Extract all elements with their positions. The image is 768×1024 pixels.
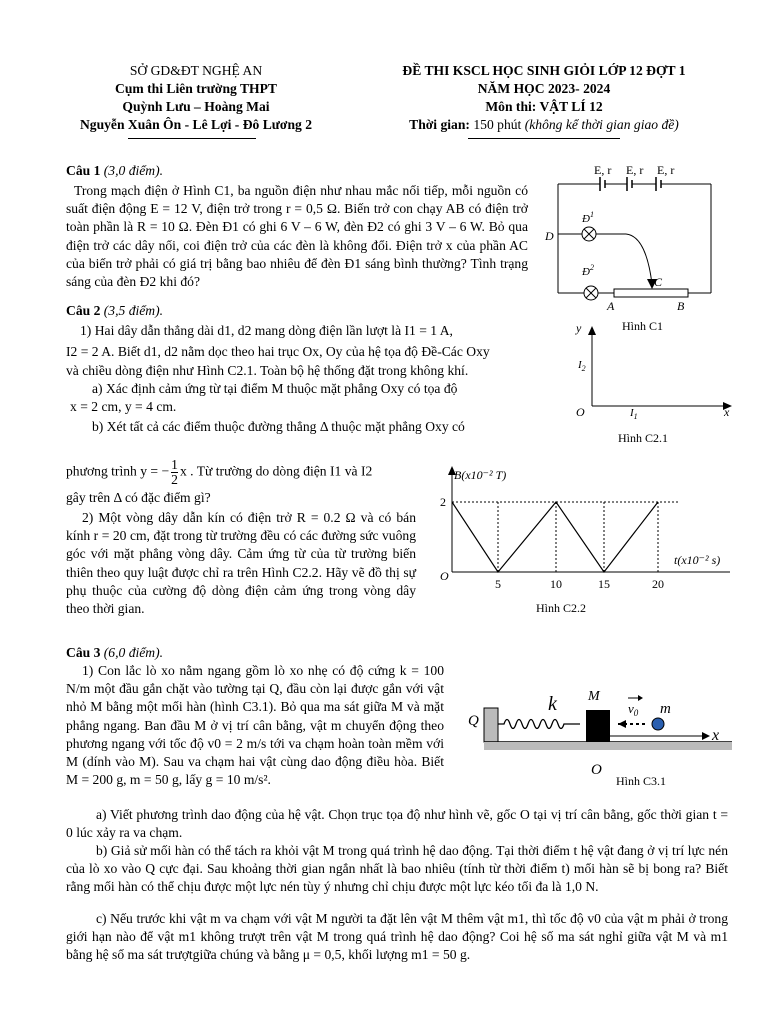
- rheostat-ab: [614, 289, 688, 297]
- lamp-2-label: $Đ^2$: [582, 263, 594, 278]
- origin-label: O: [576, 405, 585, 419]
- header-right-rule: [468, 138, 620, 139]
- q1-text: Trong mạch điện ở Hình C1, ba nguồn điện như nhau mắc nối tiếp, mỗi nguồn có suất điện động E = 12 V, điện trở trong r = 0,5 Ω. Biến trở con chạy AB có điện trở toàn phần là R = 10 Ω. Đèn Đ1 có ghi 6 V – 6 W, đèn Đ2 có ghi 3 V – 6 W. Bỏ qua điện trở các dây nối, coi điện trở của các đèn là không đổi. Điện trở x của phần AC của biến trở phải có giá trị bằng bao nhiêu để đèn Đ1 sáng bình thường? Tình trạng sáng của đèn Đ2 khi đó?: [66, 183, 528, 290]
- q2-heading: Câu 2 (3,5 điểm).: [66, 303, 164, 318]
- x-tick-20: 20: [652, 577, 664, 591]
- figure-c1: [536, 158, 726, 338]
- origin-o-label-c3: O: [591, 762, 602, 778]
- node-d-label: D: [545, 229, 554, 243]
- figure-c1-caption: Hình C1: [622, 319, 664, 333]
- figure-c3-1-caption: Hình C3.1: [616, 774, 667, 788]
- exam-title: ĐỀ THI KSCL HỌC SINH GIỎI LỚP 12 ĐỢT 1: [402, 63, 686, 78]
- current-i2-label: $I_2$: [578, 359, 586, 373]
- q2-part-a-line-2: x = 2 cm, y = 4 cm.: [70, 399, 177, 414]
- exam-time: Thời gian: 150 phút (không kể thời gian giao đề): [409, 117, 679, 132]
- axis-b-label: B(x10⁻² T): [454, 468, 507, 482]
- q3-part-c: c) Nếu trước khi vật m va chạm với vật M người ta đặt lên vật M thêm vật m1, thì tốc độ v0 của vật m phải ở trong giới hạn nào để vật m1 không trượt trên vật M trong quá trình hệ dao động? Coi hệ số ma sát nghỉ giữa vật M và m1 bằng hệ số ma sát trượtgiữa chúng và bằng μ = 0,5, khối lượng m1 = 50 g.: [66, 911, 728, 963]
- figure-c2-2: [430, 462, 740, 620]
- spring-k-label: k: [548, 693, 557, 715]
- q2-part-a-line-1: a) Xác định cảm ứng từ tại điểm M thuộc mặt phẳng Oxy có tọa độ: [92, 381, 458, 396]
- figure-c2-2-caption: Hình C2.2: [536, 601, 587, 615]
- q2-p1-line-3: và chiều dòng điện như Hình C2.1. Toàn bộ hệ thống đặt trong không khí.: [66, 363, 469, 378]
- figure-c2-1: [562, 318, 736, 446]
- y-tick-2: 2: [440, 495, 446, 509]
- axis-t-label: t(x10⁻² s): [674, 553, 721, 567]
- b-field-series: [452, 502, 658, 572]
- dept-name: SỞ GD&ĐT NGHỆ AN: [129, 63, 263, 78]
- graph-origin-label: O: [440, 569, 449, 583]
- velocity-v0-label: $v_0$: [628, 701, 639, 718]
- header-left-rule: [128, 138, 256, 139]
- cluster-name: Cụm thi Liên trường THPT: [115, 81, 277, 96]
- node-c-label: C: [654, 275, 663, 289]
- source-label-1: E, r: [594, 163, 612, 177]
- source-label-3: E, r: [657, 163, 675, 177]
- x-tick-5: 5: [495, 577, 501, 591]
- node-a-label: A: [607, 299, 615, 313]
- header-left: [60, 62, 332, 134]
- axis-x-label-c3: x: [712, 727, 720, 744]
- mass-big-m-label: M: [588, 689, 600, 704]
- figure-c3-1: [462, 682, 738, 788]
- mass-small-m-label: m: [660, 701, 671, 717]
- figure-c2-1-caption: Hình C2.1: [618, 431, 669, 445]
- ball-small-m: [652, 718, 664, 730]
- node-b-label: B: [677, 299, 685, 313]
- q2-p2-text: 2) Một vòng dây dẫn kín có điện trở R = 0.2 Ω và có bán kính r = 20 cm, đặt trong từ trường đều có các đường sức vuông góc với mặt phẳng vòng dây. Cảm ứng từ của từ trường biến thiên theo quy luật được chỉ ra trên Hình C2.2. Hãy vẽ đồ thị sự phụ thuộc của cường độ dòng điện cảm ứng trong vòng dây theo thời gian.: [66, 510, 416, 617]
- current-i1-label: $I_1$: [630, 407, 638, 421]
- header-right: [352, 62, 736, 134]
- axis-y-label: y: [576, 321, 582, 335]
- x-tick-10: 10: [550, 577, 562, 591]
- q2-part-b-line-3: gây trên Δ có đặc điểm gì?: [66, 490, 211, 505]
- q2-p1-line-2: I2 = 2 A. Biết d1, d2 nằm dọc theo hai trục Ox, Oy của hệ tọa độ Đề-Các Oxy: [66, 344, 490, 359]
- q3-part-a: a) Viết phương trình dao động của hệ vật. Chọn trục tọa độ như hình vẽ, gốc O tại vị trí cân bằng, gốc thời gian t = 0 lúc xảy ra va chạm.: [66, 807, 728, 841]
- block-m-big: [586, 710, 610, 742]
- q3-part-b: b) Giả sử mối hàn có thể tách ra khỏi vật M trong quá trình hệ dao động. Tại thời điểm t hệ vật đang ở vị trí lực nén của lò xo vào Q cực đại. Sau khoảng thời gian ngắn nhất là bao nhiêu (tính từ thời điểm t) mối hàn sẽ bị bong ra? Biết rằng mối hàn có thể chịu được một lực nén tùy ý nhưng chỉ chịu được một lực kéo tối đa là 1,0 N.: [66, 843, 728, 895]
- q3-p1-text: 1) Con lắc lò xo nằm ngang gồm lò xo nhẹ có độ cứng k = 100 N/m một đầu gắn chặt vào tường tại Q, đầu còn lại được gắn với vật nhỏ M bằng một mối hàn (hình C3.1). Bỏ qua ma sát giữa M và mặt phẳng ngang. Ban đầu M ở vị trí cân bằng, vật m chuyển động theo phương ngang với tốc độ v0 = 2 m/s tới va chạm hoàn toàn mềm với M (dính vào M). Sau va chạm hai vật cùng dao động điều hòa. Biết M = 200 g, m = 50 g, lấy g = 10 m/s².: [66, 663, 444, 788]
- q1-heading: Câu 1 (3,0 điểm).: [66, 163, 164, 178]
- spring-icon: [498, 720, 580, 729]
- q3-heading: Câu 3 (6,0 điểm).: [66, 645, 164, 660]
- axis-x-label: x: [724, 405, 730, 419]
- wall-q-label: Q: [468, 713, 479, 729]
- q2-part-b-line-1: b) Xét tất cả các điểm thuộc đường thẳng Δ thuộc mặt phẳng Oxy có: [92, 419, 465, 434]
- cluster-schools-1: Quỳnh Lưu – Hoàng Mai: [122, 99, 270, 114]
- x-tick-15: 15: [598, 577, 610, 591]
- exam-subject: Môn thi: VẬT LÍ 12: [485, 99, 603, 114]
- q2-p1-line-1: 1) Hai dây dẫn thẳng dài d1, d2 mang dòng điện lần lượt là I1 = 1 A,: [80, 323, 453, 338]
- school-year: NĂM HỌC 2023- 2024: [477, 81, 611, 96]
- source-label-2: E, r: [626, 163, 644, 177]
- q2-part-b-equation: phương trình y = − $\frac{1}{2}$ x . Từ trường do dòng điện I1 và I2: [66, 457, 373, 487]
- lamp-1-label: $Đ^1$: [582, 210, 594, 225]
- cluster-schools-2: Nguyễn Xuân Ôn - Lê Lợi - Đô Lương 2: [79, 117, 313, 132]
